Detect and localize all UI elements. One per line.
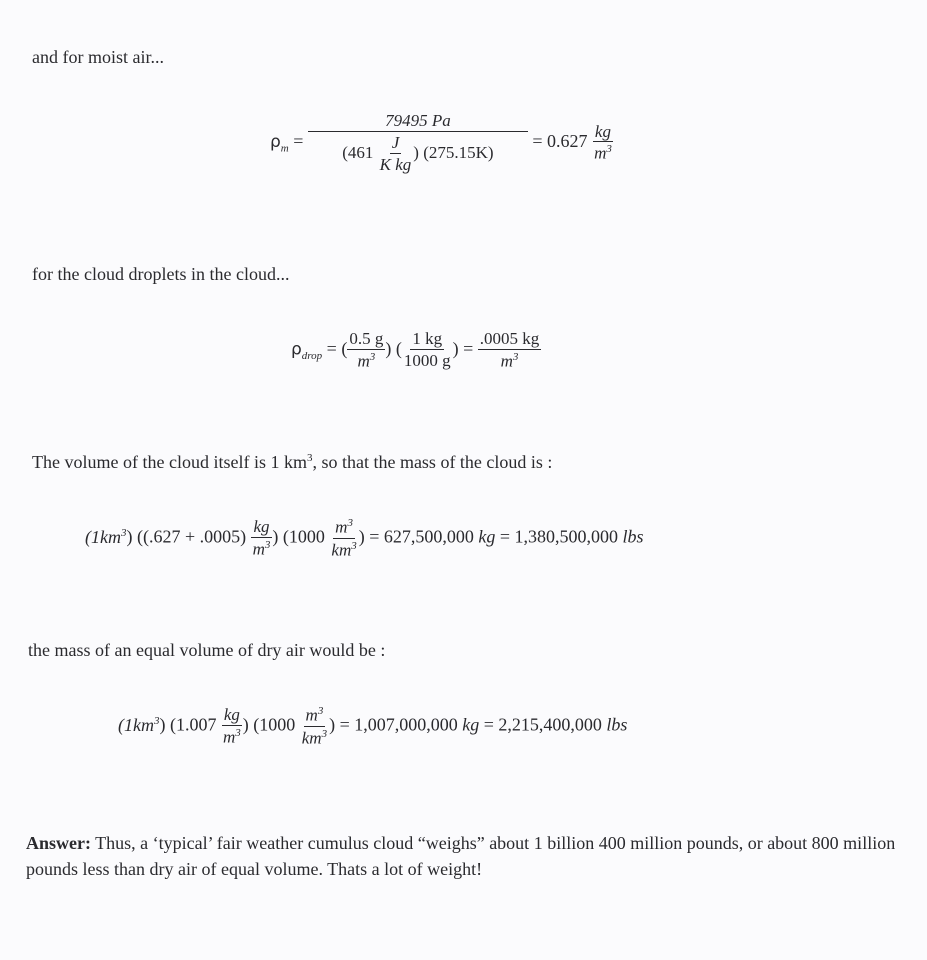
main-fraction [308,112,528,174]
intro-moist-air: and for moist air... [32,47,164,67]
rho-symbol: ρ [291,339,302,360]
result-fraction: $\frac{.0005 kg}{m^3}$ [479,329,540,371]
fraction-kg-per-g: $\frac{1 kg}{1000 g}$ [403,329,451,371]
answer-paragraph [26,830,896,882]
rho-subscript: m [280,142,289,155]
result-unit: $\frac{kg}{m^3}$ [594,121,612,164]
rho-symbol: ρ [270,131,281,152]
dry-air-mass-equation: $(1km^3)$ (1.007 $\frac{kg}{m^3}$ ) (1000 $\frac{m^3}{km^3}$ ) = 1,007,000,000 kg = 2,215,400,000 lbs [118,705,628,748]
answer-text: Thus, a ‘typical’ fair weather cumulus cloud “weighs” about 1 billion 400 million pounds, or about 800 million pounds less than dry air of equal volume. Thats a lot of weight! [26,833,896,879]
answer-label: Answer: [26,833,91,853]
fraction-grams-per-m3: $\frac{0.5 g}{m^3}$ [349,329,384,371]
result-value: = 0.627 [532,130,588,151]
volume-statement: The volume of the cloud itself is 1 $km^3$, so that the mass of the cloud is : [32,452,553,472]
dry-air-statement: the mass of an equal volume of dry air would be : [28,640,386,660]
intro-cloud-droplets: for the cloud droplets in the cloud... [32,264,290,284]
equals-sign: = [293,130,304,151]
equals-sign: = [326,338,337,359]
moist-air-density-equation [270,112,614,174]
rho-subscript: drop [301,349,323,362]
numerator: 79495 Pa [308,112,528,132]
cloud-mass-equation: $(1km^3) ((.627 + .0005)$ $\frac{kg}{m^3}$ ) (1000 $\frac{m^3}{km^3}$ ) = 627,500,000 kg = 1,380,500,000 lbs [85,517,644,560]
unit-fraction: $\frac{J}{\text{K kg}}$ [379,132,412,174]
droplet-density-equation: $\rho_{drop}$ = ( $\frac{0.5 g}{m^3}$ ) ( $\frac{1 kg}{1000 g}$ ) = $\frac{.0005 kg}{m^3}$ [291,329,540,371]
denominator: (461 $\frac{J}{\text{K kg}}$ ) (275.15K) [342,132,494,174]
